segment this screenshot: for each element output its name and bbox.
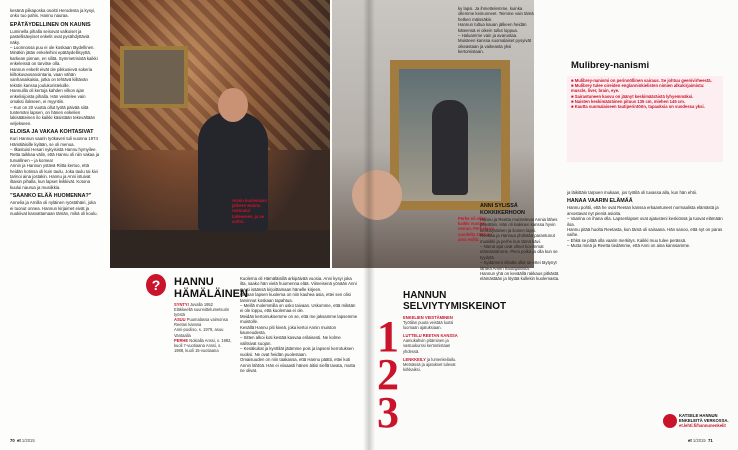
paragraph: Kuolema oli Hämäläisillä arkipäivää vuosia. Anni kysyi joka ilta, saako hän vielä huomenna elää. Viimeisenä yönään Anni pyysi isäänsä kirjoittamaan hänelle kirjeen.: [240, 276, 357, 292]
subheading: ”SAANKO ELÄÄ HUOMENNA?”: [10, 193, 92, 200]
numbers-graphic: 1 2 3: [377, 312, 399, 437]
info-box-title: Mulibrey-nanismi: [571, 60, 650, 71]
subheading: ELOISA JA VAKAA KOHTASIVAT: [10, 129, 94, 136]
info-item: ■ Naisten keskimääräinen pituus 135 cm, miehen 145 cm.: [571, 98, 686, 104]
coping-title: HANNUN SELVIYTYMISKEINOT: [403, 290, 507, 312]
paragraph: Meidän kertomuksemme on se, että me jaksamme lapsemme muistolle.: [240, 313, 358, 325]
paragraph: Hannu ja Reetta muistelevat Annia lähes päivittäin. Hän oli kaikkien kanssa hyvin keskisyväinen ja iloinen lapsi.: [480, 217, 558, 233]
info-item: ■ Kautta suomalaiseen tautiperintöön, tapauksia on vuodessa yksi.: [571, 104, 705, 110]
info-box-list: [571, 78, 719, 109]
web-badge-icon: [663, 414, 677, 428]
paragraph: Hannu pohtii, että he ovat Reetan kanssa erkaantuneet normaalista elämästä ja arvostavat nyt pieniä asioita.: [567, 205, 719, 216]
picture-frame: [120, 46, 188, 108]
profile-title: HANNU HÄMÄLÄINEN: [174, 276, 248, 300]
paragraph: – Luonnossa puu ei ole koskaan täydellinen. Minäkin jätän enkeleihini epätäydellisyyttä, karkean pinnan, en silitä. Symmetrisistä kaikki enkeleissä on tarvitse olla.: [10, 45, 98, 67]
fact-line: ASUU Puumalassa vaimonsa Reetan kanssa: [174, 317, 228, 328]
paragraph: – Sydämeni vihatta ollut se ettei täytynyt lähteä Annin hautajaisista.: [480, 260, 557, 271]
paragraph: Hannun tultua kauan jälkeen heidän käteensä ei oikein tullut loppua.: [458, 22, 527, 33]
paragraph: – Mutta minä ja Reetta tiedämme, että Anni on aina kanssamme.: [567, 243, 691, 249]
paragraph: Reettaa ja Hannua yhdistää parantunut musiikki ja perhe kun tämä kävi.: [480, 233, 555, 244]
paragraph: Kuri Hannun vaarin työkaveri tuli vuonna 1974 Hämäläisille kylään, se oli menoa.: [10, 136, 98, 147]
coping-item: LENKKEILY ja lumenkeilailu. Metsässä ja ajatukset tulevat kirkkaiksi.: [403, 356, 457, 372]
paragraph: Kesällä Hannu piti kiveä, joka kertoi Annin muiston kauneudesta.: [240, 324, 337, 336]
paragraph: Anneliа ja Arnilla oli nyläinen ryöstähäiri, joka ei tuonut onnea. Hannun kirjaimet eivät ja nuukiivat kasvattamaan tämän, mikä oli koulu.: [10, 200, 98, 216]
hand: [352, 170, 402, 220]
left-text-column: [10, 8, 100, 436]
man-head: [218, 88, 248, 122]
subheading: ANNI SYLISSÄ KOKKIKERHOON: [480, 203, 525, 216]
fact-line: Anni-puoliso, s. 1979, asuu Vantaalla: [174, 327, 224, 338]
question-icon: ?: [146, 274, 166, 296]
info-item: ■ Mulibrey tulee oireiden englanninkielisten nimien alkukirjaimista: muscle, liver, brain, eye.: [571, 83, 705, 94]
info-item: ■ Sairastuneen kasvu on jäänyt keskimääräistä lyhyemmäksi.: [571, 93, 694, 99]
info-item: ■ Mulibrey-nanismi on perinnöllinen sairaus. Se johtuu geenivirheestä.: [571, 78, 712, 83]
profile-facts: [174, 302, 232, 353]
paragraph: – Ilkastuisi Hesari nykyisistä Hannu hymyilee.: [10, 146, 97, 152]
subheading: HANAA VAARIN ELÄMÄÄ: [567, 198, 633, 205]
fact-line: SYNTYI Juvalla 1952: [174, 302, 213, 307]
photo-caption-right: Perhe oli ollut kaikki vuoden verran. Perhekuva vuodelta 1988 on aina esillä.: [458, 216, 495, 242]
left-footer: 70 et 1/2015: [10, 438, 35, 443]
paragraph: – Nämä ajat ovat olleet kovimmat elämässämme. Pieni poika ja olla kun se tyydytä.: [480, 244, 558, 260]
paragraph: Omaan lapsen kuolema on niin kauhea asia, ettei sen olisi tarvinnut koskaan tapahtua.: [240, 292, 351, 303]
paragraph: – Vaarina on ihana olla. Lapsenlapset ovat ajatusteni keskiössä ja tuovat elämään iloa.: [567, 216, 723, 227]
paragraph: – Kesäkukat ja kynttilät jätämme pois ja lapseni kerrotuksen vuoksi. Ne ovat heidän puolestaan.: [240, 346, 354, 357]
paragraph: Omaisuuden on niin taakassa, että Hannu päätti, ettei koti Annin lähtöä. Hän ei viisaasti hänen äitisi siellä tavata, mutta ne olivat.: [240, 357, 356, 373]
paragraph: Annin ja Hannun ystävä Riitta kertoo, että heidän kotinsa oli kuin taulu. Joka taulu tai kivi tarinoi aina jostakin. Hannu ja Anni istuivat iltaisin pihalla, kun lapset leikkivät. Kotona kuului naurua ja musiikkia.: [10, 163, 98, 190]
floor: [110, 230, 330, 268]
right-text-column-top: [458, 6, 534, 206]
fact-line: PERHE Nokialla Anssi, s. 1982, kuoli 7-vuotiaana Anssi, s. 1988, kuoli 15-vuotiaana: [174, 337, 232, 353]
paragraph: Hannun enkelit eivät ole pikkusievä sokeria kiiltokuvaosanointaria, vaan vähän vanhanaikaisia, jotka on tehtävä kiiltävän tekstin kanssa joulukoristeluille.: [10, 66, 93, 88]
paragraph: – Ehkä se pitää olla vaarin merkitys. Kaikki muu tulee perässä.: [567, 237, 687, 243]
paragraph: – Kun on 20 vuotta ollut työtä päivää siitä tuntemäni lapsen, on hänen enkelien lakisääteinen ilo kaikki käsistään tekevältään veljekseen.: [10, 104, 96, 126]
right-text-column-mid: [480, 200, 560, 432]
photo-hannu-portrait: [110, 0, 330, 268]
web-link[interactable]: KATSELE HANNUN ENKELEITÄ VERKOSSA. et.lehti.fi/hannunenkelit: [679, 413, 729, 429]
paragraph: Luminella pihalla seisovat valkoiset ja pastellisävyiset enkelit ovat pysähdyttäviä näky.: [10, 28, 90, 45]
fact-line: Eläkkeellä suunnittelumetsurin työstä: [174, 307, 230, 318]
paragraph: ky lapsi. Ja ihmettelemme, kuinka ollemme keinunneet. Teimme vain tämä hetken mäissäkin.: [458, 6, 534, 22]
paragraph: ja läikittäin tarpoen mukaan, jos työtilä oli tuvassa alla, kun hän ehtii.: [567, 190, 697, 195]
paragraph: Retta taikkaa välin, että Hannu oli niin vakaa ja turvallinen – ja komea!: [10, 152, 100, 163]
paragraph: Hannun yhä on keväällä rakkaus pitkästä elämästään ja löytää kullekin kuolemasta.: [480, 271, 560, 282]
right-footer: et 1/2015 71: [688, 438, 713, 443]
paragraph: – Sitten alkoi koti kestää kasvaa erilaisesti. Ne kolme valitsivat suojan.: [240, 335, 341, 346]
paragraph: kesänä piikaposka osoitti Herodesta ja kysyi, onko tuo pahis. Hannu nauraa.: [10, 8, 96, 19]
coping-item: ENKELIEN VEISTÄMINEN Työtilan puuta veistää luotsi luomaan ajatuksiaan.: [403, 315, 454, 331]
right-text-column-end: [567, 190, 727, 412]
paragraph: – Meillä molemmilla on usko taivaan. Uskomme, että mikään ei ole loppu, että kuolemaa ei ole.: [240, 303, 356, 314]
middle-text-column: [240, 276, 358, 432]
photo-caption-left: Annin kuolemaan jälkeen Hannu rentoutui taiteeseen, ja se auttoi.: [232, 198, 267, 224]
paragraph: Hannu pitää huolta Reetasta, kun tämä oli sairaana. Hän sanoo, että nyt on paras vaihe.: [567, 227, 723, 238]
gutter-shadow: [363, 0, 375, 450]
subheading: EPÄTÄYDELLINEN ON KAUNIS: [10, 21, 91, 28]
paragraph: Hannuilla oli kertoja kahden vilkon ajan enkelisijoista pihalla. Hän veistelee vain omaksi ilokseen, ei myyntiin.: [10, 88, 86, 105]
coping-list: [403, 315, 465, 372]
paragraph: – Haluamme vain ja avarustaa. Muisteen kanssa suomalaiset pysyivät oikeastaan ja vaikeasta yksi kertomistaan.: [458, 33, 532, 55]
coping-item: LUTTELU REETAN KANSSA Aamukahvin pitäminen ja vastuukurssi kertomistaan yhdessä.: [403, 333, 458, 354]
